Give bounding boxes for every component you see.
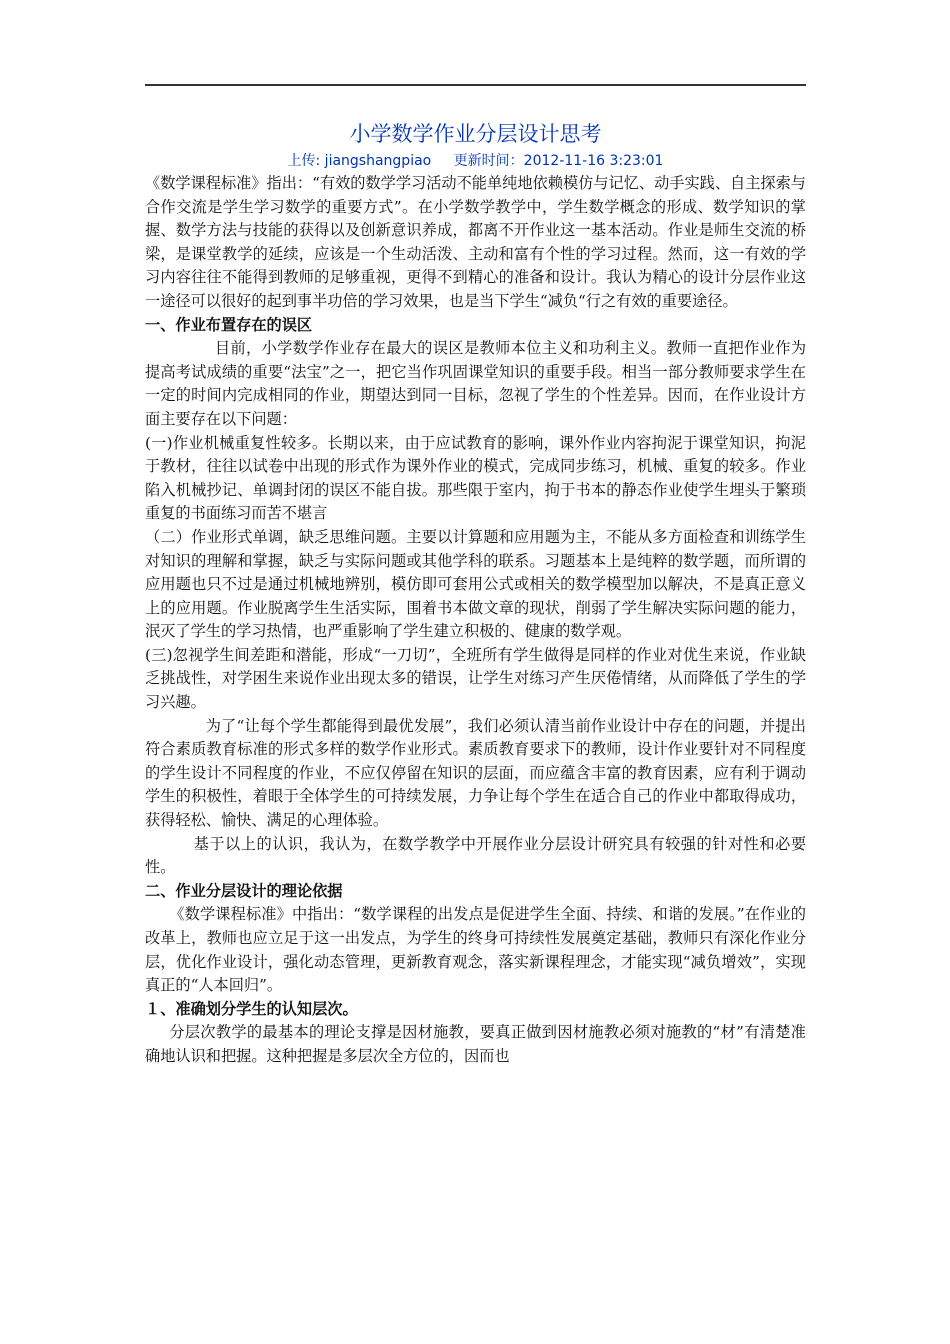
section2-paragraph-1: 《数学课程标准》中指出：“数学课程的出发点是促进学生全面、持续、和谐的发展。”在作业的改革上，教师也应立足于这一出发点，为学生的终身可持续性发展奠定基础，教师只有深化作业分层，优化作业设计，强化动态管理，更新教育观念，落实新课程理念，才能实现“减负增效”，实现真正的“人本回归”。 xyxy=(145,905,806,995)
document-meta xyxy=(145,150,806,172)
section2-heading: 二、作业分层设计的理论依据 xyxy=(145,881,343,900)
updated-timestamp: 更新时间：2012-11-16 3:23:01 xyxy=(453,153,664,169)
intro-paragraph: 《数学课程标准》指出：“有效的数学学习活动不能单纯地依赖模仿与记忆、动手实践、自主探索与合作交流是学生学习数学的重要方式”。在小学数学教学中，学生数学概念的形成、数学知识的掌握、数学方法与技能的获得以及创新意识养成，都离不开作业这一基本活动。作业是师生交流的桥梁，是课堂教学的延续，应该是一个生动活泼、主动和富有个性的学习过程。然而，这一有效的学习内容往往不能得到教师的足够重视，更得不到精心的准备和设计。我认为精心的设计分层作业这一途径可以很好的起到事半功倍的学习效果，也是当下学生“减负“行之有效的重要途径。 xyxy=(145,174,806,310)
section1-paragraph-6: 基于以上的认识，我认为，在数学教学中开展作业分层设计研究具有较强的针对性和必要性。 xyxy=(145,834,806,877)
document-page xyxy=(145,118,806,1069)
uploader-label: 上传: jiangshangpiao xyxy=(287,153,432,169)
section1-heading: 一、作业布置存在的误区 xyxy=(145,315,313,334)
section1-paragraph-4: (三)忽视学生间差距和潜能，形成“一刀切”，全班所有学生做得是同样的作业对优生来说，作业缺乏挑战性，对学困生来说作业出现太多的错误，让学生对练习产生厌倦情绪，从而降低了学生的学习兴趣。 xyxy=(145,645,806,712)
document-title: 小学数学作业分层设计思考 xyxy=(349,122,602,146)
section2-subheading-1: １、准确划分学生的认知层次。 xyxy=(145,999,358,1018)
section1-paragraph-1: 目前，小学数学作业存在最大的误区是教师本位主义和功利主义。教师一直把作业作为提高考试成绩的重要“法宝”之一，把它当作巩固课堂知识的重要手段。相当一部分教师要求学生在一定的时间内完成相同的作业，期望达到同一目标，忽视了学生的个性差异。因而，在作业设计方面主要存在以下问题： xyxy=(145,339,806,428)
section1-paragraph-2: (一)作业机械重复性较多。长期以来，由于应试教育的影响，课外作业内容拘泥于课堂知识，拘泥于教材，往往以试卷中出现的形式作为课外作业的模式，完成同步练习，机械、重复的较多。作业陷入机械抄记、单调封闭的误区不能自拔。那些限于室内，拘于书本的静态作业使学生埋头于繁琐重复的书面练习而苦不堪言 xyxy=(145,433,806,523)
section2-sub1-paragraph-1: 分层次教学的最基本的理论支撑是因材施教，要真正做到因材施教必须对施教的“材”有清楚准确地认识和把握。这种把握是多层次全方位的，因而也 xyxy=(145,1023,806,1065)
section1-paragraph-5: 为了“让每个学生都能得到最优发展”，我们必须认清当前作业设计中存在的问题，并提出符合素质教育标准的形式多样的数学作业形式。素质教育要求下的教师，设计作业要针对不同程度的学生设计不同程度的作业，不应仅停留在知识的层面，而应蕴含丰富的教育因素，应有利于调动学生的积极性，着眼于全体学生的可持续发展，力争让每个学生在适合自己的作业中都取得成功，获得轻松、愉快、满足的心理体验。 xyxy=(145,716,806,830)
section1-paragraph-3: （二）作业形式单调，缺乏思维问题。主要以计算题和应用题为主，不能从多方面检查和训练学生对知识的理解和掌握，缺乏与实际问题或其他学科的联系。习题基本上是纯粹的数学题，而所谓的应用题也只不过是通过机械地辨别，模仿即可套用公式或相关的数学模型加以解决，不是真正意义上的应用题。作业脱离学生生活实际，围着书本做文章的现状，削弱了学生解决实际问题的能力，泯灭了学生的学习热情，也严重影响了学生建立积极的、健康的数学观。 xyxy=(145,527,806,641)
header-rule xyxy=(145,84,806,86)
